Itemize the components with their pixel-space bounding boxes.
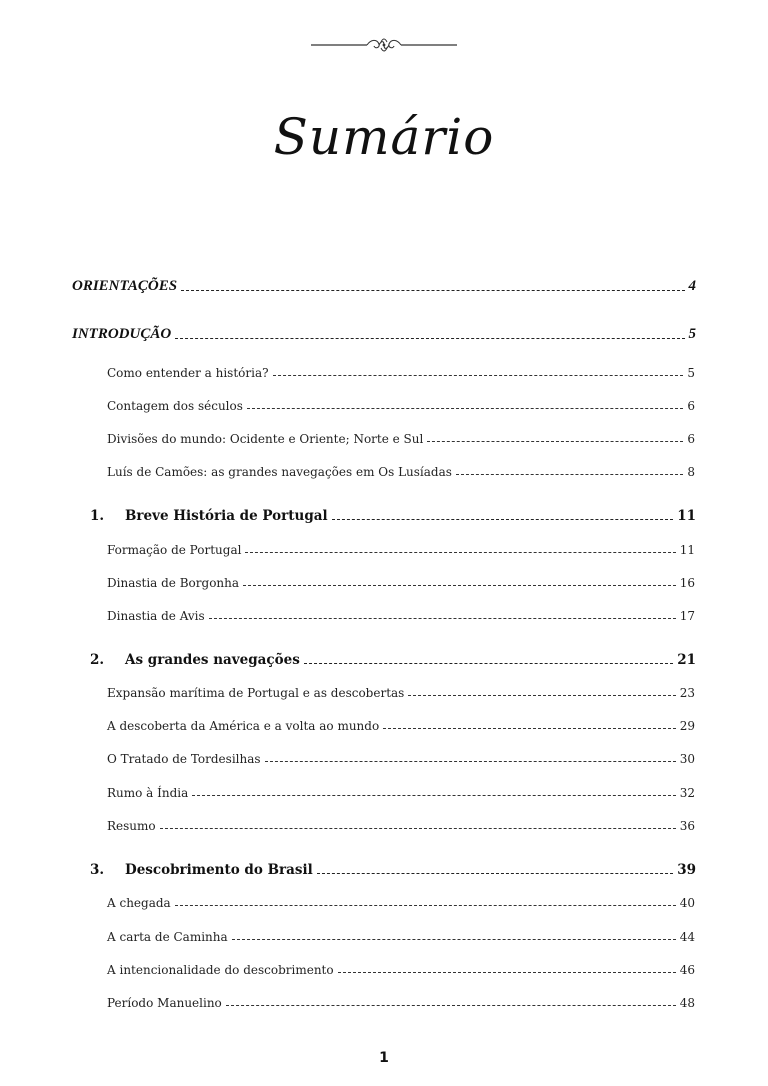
toc-entry-label: A descoberta da América e a volta ao mundo: [107, 719, 380, 733]
toc-entry[interactable]: [107, 752, 695, 766]
toc-entry-page: 23: [679, 686, 695, 700]
toc-entry-label: INTRODUÇÃO: [72, 326, 172, 342]
toc-entry-page: 17: [679, 609, 695, 623]
toc-entry-label: Luís de Camões: as grandes navegações em Os Lusíadas: [107, 465, 452, 479]
toc-entry[interactable]: [107, 896, 695, 910]
leader-line: [247, 406, 683, 409]
toc-entry[interactable]: [107, 543, 695, 557]
toc-entry[interactable]: [90, 862, 696, 878]
page-title: Sumário: [273, 108, 495, 166]
toc-entry-label: [90, 862, 313, 878]
toc-entry[interactable]: [107, 996, 695, 1010]
toc-entry-label: Rumo à Índia: [107, 786, 189, 800]
toc-entry-page: 8: [687, 465, 695, 479]
toc-entry-page: 4: [688, 278, 696, 294]
leader-line: [232, 937, 676, 940]
toc-entry-label: Dinastia de Avis: [107, 609, 205, 623]
toc-entry[interactable]: [107, 366, 695, 380]
toc-entry[interactable]: [107, 576, 695, 590]
leader-line: [175, 336, 684, 339]
toc-entry-label: Período Manuelino: [107, 996, 222, 1010]
chapter-title: Breve História de Portugal: [125, 508, 328, 524]
toc-entry-page: 6: [687, 399, 695, 413]
page-number: 1: [379, 1050, 389, 1066]
toc-entry-page: 11: [679, 543, 695, 557]
toc-entry-page: 39: [677, 862, 696, 878]
leader-line: [175, 903, 676, 906]
leader-line: [181, 288, 684, 291]
toc-entry[interactable]: [107, 399, 695, 413]
toc-entry[interactable]: [107, 963, 695, 977]
toc-entry-label: A chegada: [107, 896, 171, 910]
toc-entry[interactable]: [107, 819, 695, 833]
toc-entry-page: 11: [677, 508, 696, 524]
chapter-number: 1.: [90, 508, 105, 524]
toc-entry-page: 40: [679, 896, 695, 910]
toc-entry-page: 5: [688, 326, 696, 342]
toc-entry-label: Como entender a história?: [107, 366, 269, 380]
leader-line: [383, 726, 676, 729]
toc-entry-label: A carta de Caminha: [107, 930, 228, 944]
leader-line: [456, 472, 683, 475]
leader-line: [192, 793, 675, 796]
toc-entry[interactable]: [107, 930, 695, 944]
toc-entry-page: 30: [679, 752, 695, 766]
chapter-title: Descobrimento do Brasil: [125, 862, 313, 878]
toc-entry-page: 21: [677, 652, 696, 668]
toc-entry-page: 29: [679, 719, 695, 733]
toc-entry[interactable]: [107, 719, 695, 733]
toc-entry-label: Formação de Portugal: [107, 543, 242, 557]
leader-line: [209, 616, 676, 619]
chapter-number: 3.: [90, 862, 105, 878]
toc-entry[interactable]: [107, 465, 695, 479]
toc-entry-label: [90, 508, 328, 524]
toc-entry-page: 32: [679, 786, 695, 800]
toc-entry-page: 6: [687, 432, 695, 446]
toc-entry-label: Expansão marítima de Portugal e as descobertas: [107, 686, 405, 700]
leader-line: [265, 759, 676, 762]
toc-entry-label: ORIENTAÇÕES: [72, 278, 178, 294]
leader-line: [332, 517, 674, 520]
toc-entry-page: 5: [687, 366, 695, 380]
toc-entry-label: Dinastia de Borgonha: [107, 576, 240, 590]
leader-line: [160, 826, 676, 829]
leader-line: [226, 1003, 676, 1006]
toc-entry-page: 46: [679, 963, 695, 977]
leader-line: [317, 871, 674, 874]
toc-entry[interactable]: [90, 652, 696, 668]
leader-line: [243, 583, 676, 586]
leader-line: [273, 373, 684, 376]
toc-entry-page: 44: [679, 930, 695, 944]
toc-entry[interactable]: [90, 508, 696, 524]
leader-line: [427, 439, 683, 442]
leader-line: [245, 550, 675, 553]
toc-entry-label: Divisões do mundo: Ocidente e Oriente; Norte e Sul: [107, 432, 424, 446]
toc-entry-label: Resumo: [107, 819, 156, 833]
header-ornament: [0, 36, 768, 58]
chapter-title: As grandes navegações: [125, 652, 300, 668]
toc-entry-label: Contagem dos séculos: [107, 399, 243, 413]
toc-entry[interactable]: [107, 609, 695, 623]
toc-entry-label: A intencionalidade do descobrimento: [107, 963, 334, 977]
toc-entry-page: 48: [679, 996, 695, 1010]
toc-entry[interactable]: [107, 432, 695, 446]
flourish-icon: [309, 36, 459, 54]
chapter-number: 2.: [90, 652, 105, 668]
toc-entry-page: 36: [679, 819, 695, 833]
toc-entry-page: 16: [679, 576, 695, 590]
toc-entry[interactable]: [107, 686, 695, 700]
toc-entry-label: O Tratado de Tordesilhas: [107, 752, 261, 766]
leader-line: [338, 970, 676, 973]
leader-line: [408, 693, 675, 696]
toc-entry-label: [90, 652, 300, 668]
toc-entry[interactable]: [107, 786, 695, 800]
toc-entry[interactable]: [72, 278, 696, 295]
leader-line: [304, 661, 673, 664]
toc-entry[interactable]: [72, 326, 696, 343]
